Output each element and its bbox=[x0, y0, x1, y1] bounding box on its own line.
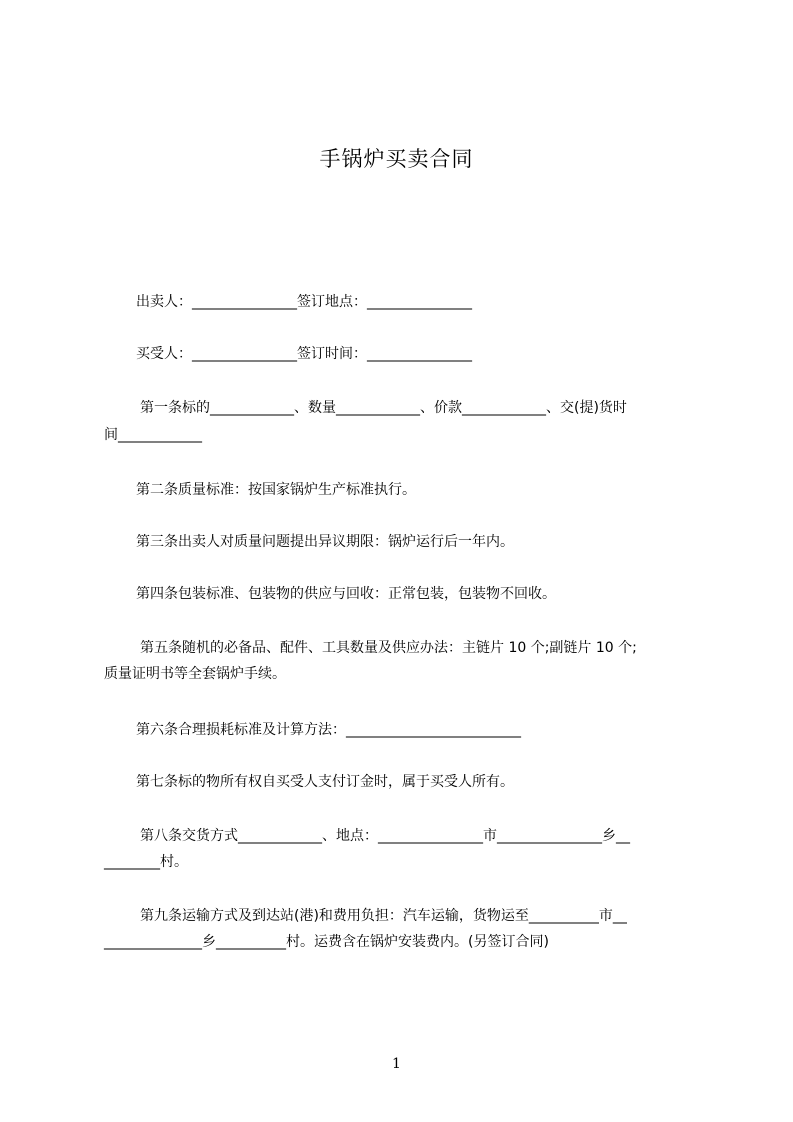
article-1-line-2: 间____________ bbox=[104, 427, 202, 443]
article-5-line-2: 质量证明书等全套锅炉手续。 bbox=[104, 666, 286, 682]
seller-line: 出卖人：_______________签订地点：_______________ bbox=[136, 294, 472, 310]
article-5-line-1: 第五条随机的必备品、配件、工具数量及供应办法：主链片 10 个;副链片 10 个; bbox=[140, 640, 637, 656]
article-9-line-1: 第九条运输方式及到达站(港)和费用负担：汽车运输，货物运至__________市__ bbox=[140, 908, 627, 924]
article-7: 第七条标的物所有权自买受人支付订金时，属于买受人所有。 bbox=[136, 774, 514, 790]
article-6: 第六条合理损耗标准及计算方法：_________________________ bbox=[136, 722, 521, 738]
document-title: 手锅炉买卖合同 bbox=[319, 147, 474, 171]
article-9-line-2: ______________乡__________村。运费含在锅炉安装费内。(另签订合同) bbox=[104, 934, 549, 950]
article-1-line-1: 第一条标的____________、数量____________、价款____________、交(提)货时 bbox=[140, 400, 627, 416]
article-8-line-2: ________村。 bbox=[104, 854, 188, 870]
article-3: 第三条出卖人对质量问题提出异议期限：锅炉运行后一年内。 bbox=[136, 534, 514, 550]
article-4: 第四条包装标准、包装物的供应与回收：正常包装，包装物不回收。 bbox=[136, 586, 556, 602]
article-2: 第二条质量标准：按国家锅炉生产标准执行。 bbox=[136, 482, 416, 498]
page-number: 1 bbox=[392, 1056, 401, 1072]
buyer-line: 买受人：_______________签订时间：_______________ bbox=[136, 346, 472, 362]
article-8-line-1: 第八条交货方式____________、地点：_______________市_______________乡__ bbox=[140, 828, 630, 844]
